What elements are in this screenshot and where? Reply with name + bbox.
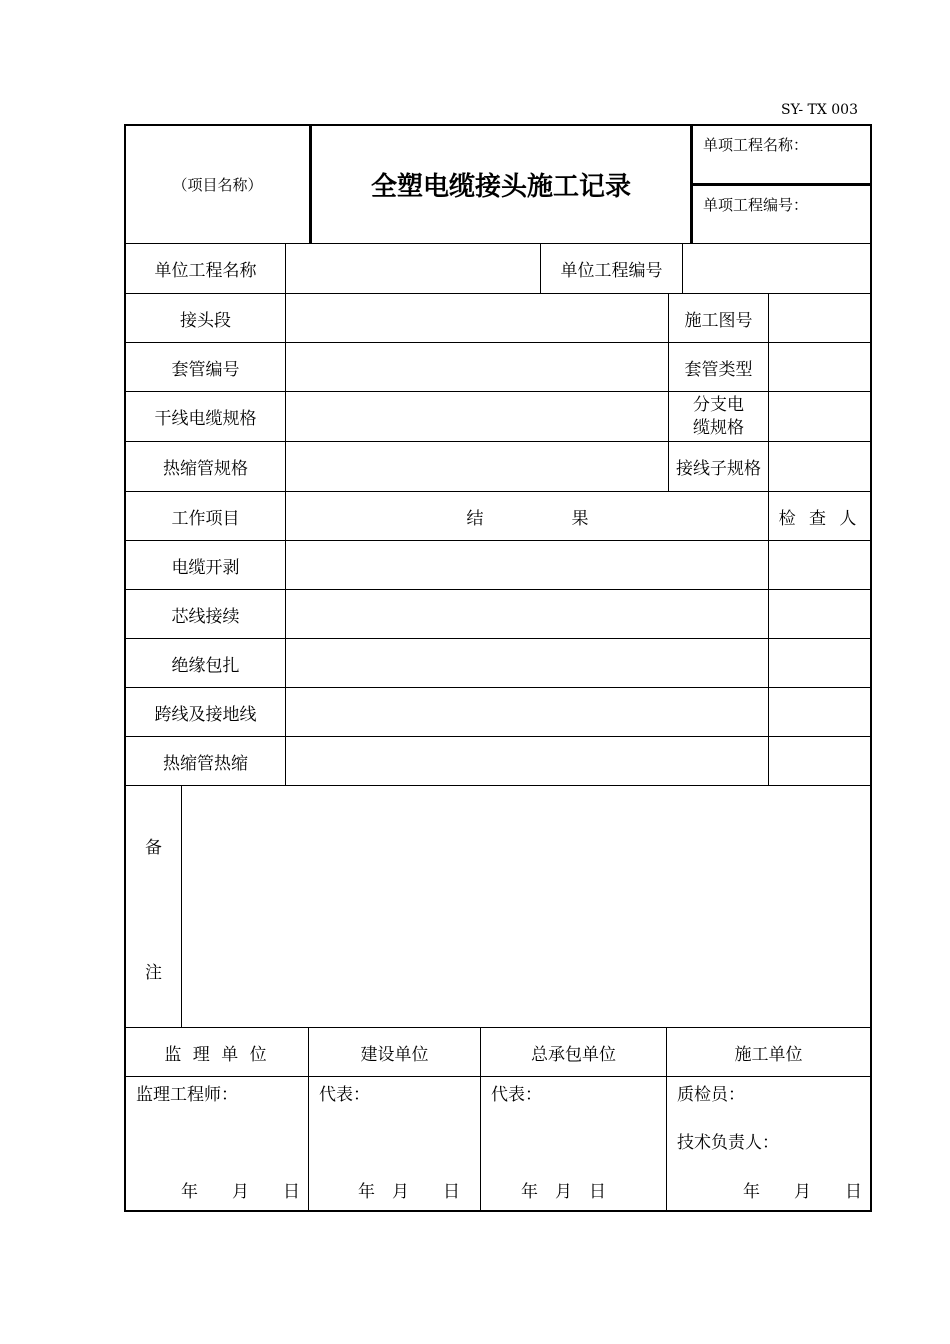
general-contractor-header: 总承包单位 xyxy=(531,1044,616,1065)
work-item-insulation-wrap: 绝缘包扎 xyxy=(171,655,240,676)
heat-shrink-spec-label: 热缩管规格 xyxy=(163,459,248,479)
inspector-header: 检 查 人 xyxy=(778,508,861,529)
branch-cable-spec-label: 分支电缆规格 xyxy=(693,394,744,438)
sleeve-type-value[interactable] xyxy=(769,343,870,391)
sleeve-no-value[interactable] xyxy=(286,343,668,391)
contractor-date: 年 月 日 xyxy=(521,1181,606,1202)
supervision-date: 年 月 日 xyxy=(181,1181,300,1202)
remarks-label-2: 注 xyxy=(145,962,162,983)
tech-lead-label: 技术负责人： xyxy=(677,1132,779,1153)
sleeve-type-label: 套管类型 xyxy=(684,359,753,380)
connector-spec-value[interactable] xyxy=(769,442,870,491)
remarks-label-1: 备 xyxy=(145,837,162,858)
contractor-rep-label: 代表： xyxy=(491,1084,542,1105)
signoff-header-line xyxy=(124,1076,871,1077)
work-item-core-splicing: 芯线接续 xyxy=(171,606,240,627)
quality-inspector-label: 质检员： xyxy=(677,1084,745,1105)
work-item-cable-stripping: 电缆开剥 xyxy=(171,557,240,578)
page-title: 全塑电缆接头施工记录 xyxy=(370,172,631,202)
sub-project-name-label: 单项工程名称： xyxy=(703,135,809,154)
owner-date: 年 月 日 xyxy=(358,1181,460,1202)
result-header-a: 结 xyxy=(466,508,484,529)
document-code: SY- TX 003 xyxy=(781,102,858,118)
connector-spec-label: 接线子规格 xyxy=(676,459,761,479)
joint-section-label: 接头段 xyxy=(180,310,231,331)
drawing-no-label: 施工图号 xyxy=(684,310,753,331)
unit-project-name-label: 单位工程名称 xyxy=(154,261,257,281)
joint-section-value[interactable] xyxy=(286,294,668,342)
trunk-cable-spec-label: 干线电缆规格 xyxy=(154,409,257,429)
owner-unit-header: 建设单位 xyxy=(360,1044,429,1065)
result-header-b: 果 xyxy=(571,508,589,529)
heat-shrink-spec-value[interactable] xyxy=(286,442,668,491)
trunk-cable-spec-value[interactable] xyxy=(286,392,668,441)
owner-rep-label: 代表： xyxy=(319,1084,370,1105)
work-item-jumper-ground: 跨线及接地线 xyxy=(154,704,257,725)
unit-project-no-value[interactable] xyxy=(683,244,870,293)
project-name: （项目名称） xyxy=(172,176,263,194)
remarks-area[interactable] xyxy=(182,786,870,1027)
construction-unit-header: 施工单位 xyxy=(734,1044,803,1065)
construction-date: 年 月 日 xyxy=(743,1181,862,1202)
work-item-header: 工作项目 xyxy=(171,508,240,529)
sleeve-no-label: 套管编号 xyxy=(171,359,240,380)
unit-project-no-label: 单位工程编号 xyxy=(560,261,663,281)
supervisor-engineer-label: 监理工程师： xyxy=(136,1084,238,1105)
supervision-unit-header: 监 理 单 位 xyxy=(164,1044,270,1065)
branch-cable-spec-value[interactable] xyxy=(769,392,870,441)
sub-project-no-label: 单项工程编号： xyxy=(703,195,809,214)
unit-project-name-value[interactable] xyxy=(286,244,540,293)
drawing-no-value[interactable] xyxy=(769,294,870,342)
work-item-heat-shrink: 热缩管热缩 xyxy=(163,753,248,774)
